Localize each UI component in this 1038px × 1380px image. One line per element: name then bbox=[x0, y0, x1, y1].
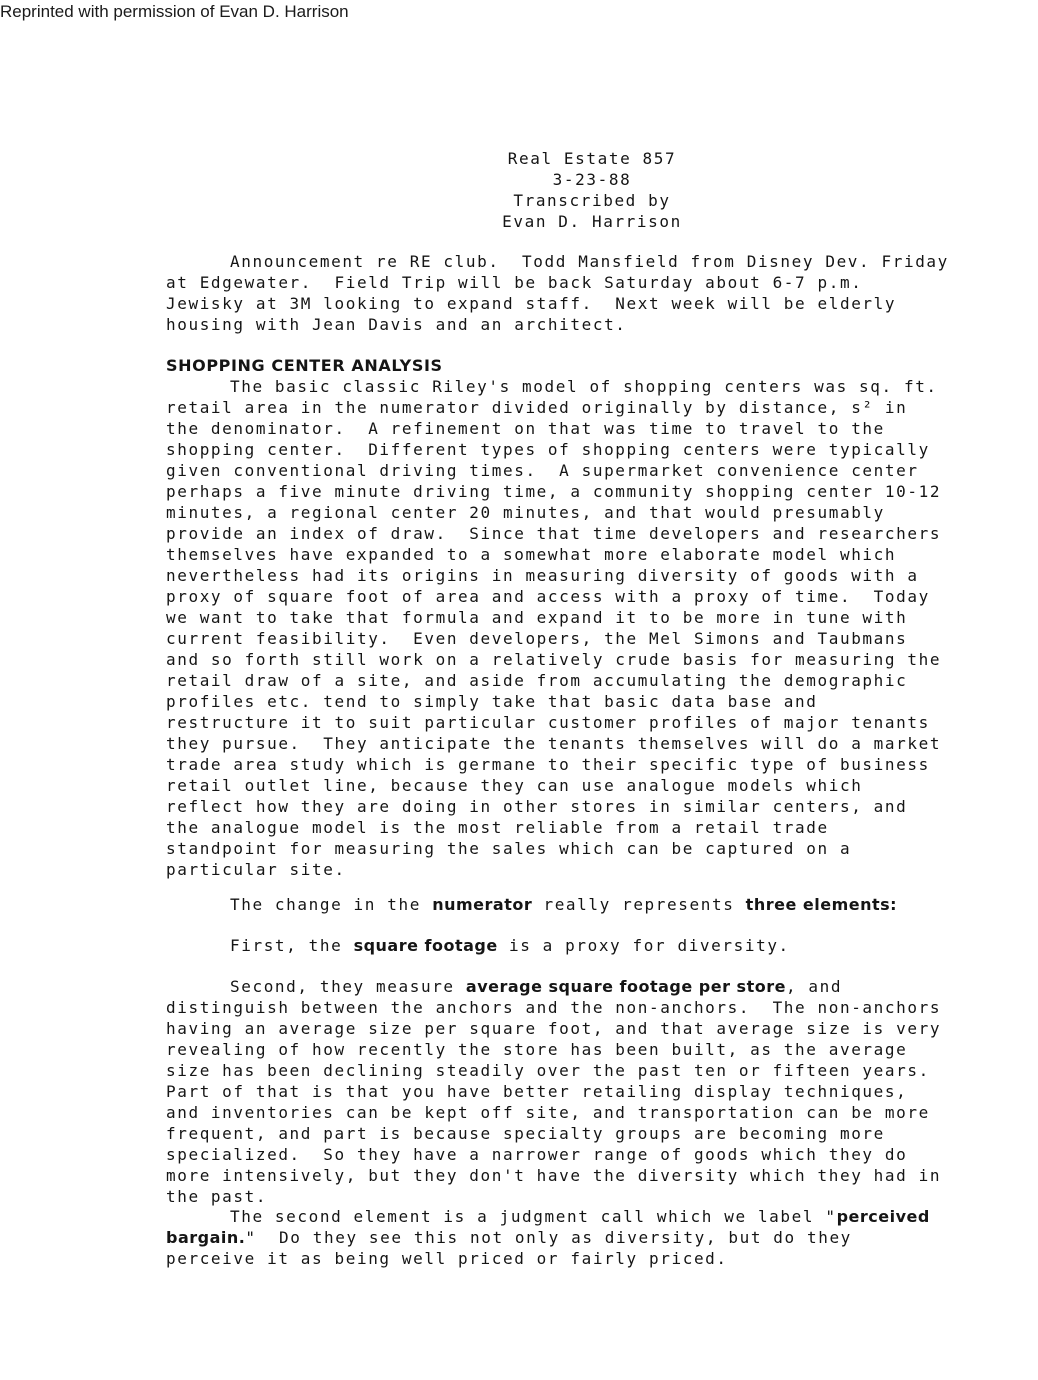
numerator-line-text: really represents bbox=[532, 895, 746, 914]
author-name: Evan D. Harrison bbox=[502, 212, 682, 231]
body-line: minutes, a regional center 20 minutes, and that would presumably bbox=[166, 503, 885, 522]
body-line: reflect how they are doing in other stores in similar centers, and bbox=[166, 797, 908, 816]
first-element-text: First, the bbox=[230, 936, 354, 955]
body-line: retail outlet line, because they can use analogue models which bbox=[166, 776, 863, 795]
announcement-line: Announcement re RE club. Todd Mansfield from Disney Dev. Friday bbox=[230, 252, 949, 271]
judgment-text: The second element is a judgment call which we label " bbox=[230, 1207, 837, 1226]
course-title: Real Estate 857 bbox=[507, 149, 677, 168]
square-footage-emphasis: square footage bbox=[353, 936, 498, 955]
second-element-line bbox=[230, 977, 842, 997]
body-line: proxy of square foot of area and access with a proxy of time. Today bbox=[166, 587, 930, 606]
body-line: profiles etc. tend to simply take that basic data base and bbox=[166, 692, 818, 711]
body-line: distinguish between the anchors and the non-anchors. The non-anchors bbox=[166, 998, 942, 1017]
body-line: retail draw of a site, and aside from accumulating the demographic bbox=[166, 671, 908, 690]
transcribed-by-label: Transcribed by bbox=[513, 191, 671, 210]
final-line: perceive it as being well priced or fairly priced. bbox=[166, 1249, 728, 1268]
second-element-text: , and bbox=[785, 977, 843, 996]
numerator-emphasis: numerator bbox=[432, 895, 533, 914]
body-line: provide an index of draw. Since that time developers and researchers bbox=[166, 524, 942, 543]
body-line: we want to take that formula and expand it to be more in tune with bbox=[166, 608, 908, 627]
first-element-line bbox=[230, 936, 790, 956]
body-line: the denominator. A refinement on that was time to travel to the bbox=[166, 419, 885, 438]
body-line: having an average size per square foot, and that average size is very bbox=[166, 1019, 942, 1038]
bargain-emphasis: bargain. bbox=[166, 1228, 246, 1247]
average-footage-emphasis: average square footage per store bbox=[465, 977, 786, 996]
body-line: they pursue. They anticipate the tenants themselves will do a market bbox=[166, 734, 942, 753]
body-line: current feasibility. Even developers, the Mel Simons and Taubmans bbox=[166, 629, 908, 648]
announcement-line: Jewisky at 3M looking to expand staff. Next week will be elderly bbox=[166, 294, 897, 313]
body-line: more intensively, but they don't have the diversity which they had in bbox=[166, 1166, 942, 1185]
body-line: the analogue model is the most reliable from a retail trade bbox=[166, 818, 829, 837]
three-elements-emphasis: three elements: bbox=[745, 895, 898, 914]
body-line: and inventories can be kept off site, and transportation can be more bbox=[166, 1103, 930, 1122]
numerator-line bbox=[230, 895, 897, 915]
numerator-line-text: The change in the bbox=[230, 895, 433, 914]
body-line: themselves have expanded to a somewhat more elaborate model which bbox=[166, 545, 897, 564]
body-line: specialized. So they have a narrower range of goods which they do bbox=[166, 1145, 908, 1164]
body-line: and so forth still work on a relatively crude basis for measuring the bbox=[166, 650, 942, 669]
body-line: trade area study which is germane to their specific type of business bbox=[166, 755, 930, 774]
body-line: Part of that is that you have better retailing display techniques, bbox=[166, 1082, 908, 1101]
body-line: restructure it to suit particular customer profiles of major tenants bbox=[166, 713, 930, 732]
lecture-date: 3-23-88 bbox=[552, 170, 632, 189]
body-line: particular site. bbox=[166, 860, 346, 879]
body-line: retail area in the numerator divided originally by distance, s² in bbox=[166, 398, 908, 417]
body-line: perhaps a five minute driving time, a community shopping center 10-12 bbox=[166, 482, 942, 501]
permission-note: Reprinted with permission of Evan D. Harrison bbox=[0, 2, 349, 21]
body-line: revealing of how recently the store has been built, as the average bbox=[166, 1040, 908, 1059]
body-line: frequent, and part is because specialty groups are becoming more bbox=[166, 1124, 885, 1143]
body-line: given conventional driving times. A supermarket convenience center bbox=[166, 461, 919, 480]
body-line: The basic classic Riley's model of shopping centers was sq. ft. bbox=[230, 377, 938, 396]
bargain-line bbox=[166, 1228, 852, 1248]
announcement-line: at Edgewater. Field Trip will be back Saturday about 6-7 p.m. bbox=[166, 273, 863, 292]
section-heading: SHOPPING CENTER ANALYSIS bbox=[166, 356, 443, 375]
body-line: shopping center. Different types of shopping centers were typically bbox=[166, 440, 930, 459]
announcement-line: housing with Jean Davis and an architect. bbox=[166, 315, 627, 334]
second-element-judgment-line bbox=[230, 1207, 930, 1227]
body-line: standpoint for measuring the sales which can be captured on a bbox=[166, 839, 852, 858]
first-element-text: is a proxy for diversity. bbox=[497, 936, 790, 955]
body-line: size has been declining steadily over the past ten or fifteen years. bbox=[166, 1061, 930, 1080]
bargain-text: " Do they see this not only as diversity, but do they bbox=[245, 1228, 852, 1247]
second-element-text: Second, they measure bbox=[230, 977, 466, 996]
body-line: nevertheless had its origins in measuring diversity of goods with a bbox=[166, 566, 919, 585]
body-line: the past. bbox=[166, 1187, 268, 1206]
perceived-emphasis: perceived bbox=[836, 1207, 930, 1226]
